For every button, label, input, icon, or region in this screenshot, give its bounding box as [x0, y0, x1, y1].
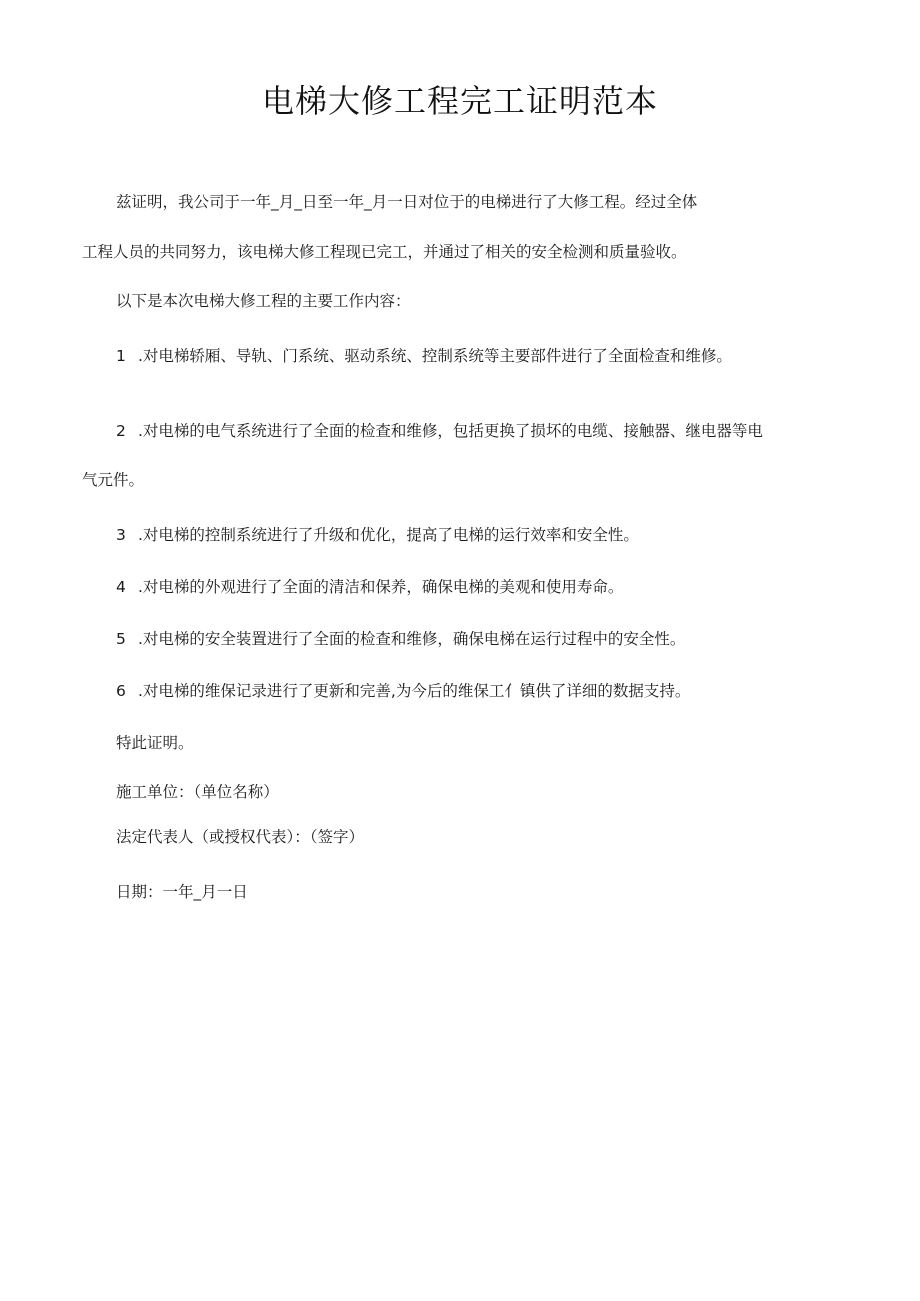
list-item-number: 3 — [116, 526, 126, 544]
legal-representative: 法定代表人（或授权代表）：（签字） — [116, 828, 365, 846]
list-item — [116, 680, 690, 702]
list-item — [116, 628, 685, 650]
list-item — [116, 345, 732, 367]
document-title: 电梯大修工程完工证明范本 — [261, 82, 658, 120]
list-item — [116, 524, 639, 546]
date-line: 日期：一年_月一日 — [116, 883, 248, 901]
list-item-text: .对电梯的控制系统进行了升级和优化，提高了电梯的运行效率和安全性。 — [138, 526, 639, 544]
list-item-number: 5 — [116, 630, 126, 648]
list-item-number: 2 — [116, 422, 126, 440]
list-item-number: 1 — [116, 347, 126, 365]
closing-statement: 特此证明。 — [116, 734, 194, 752]
list-heading: 以下是本次电梯大修工程的主要工作内容： — [116, 292, 411, 310]
list-item-text: .对电梯轿厢、导轨、门系统、驱动系统、控制系统等主要部件进行了全面检查和维修。 — [138, 347, 732, 365]
list-item-text: .对电梯的外观进行了全面的清洁和保养，确保电梯的美观和使用寿命。 — [138, 578, 624, 596]
list-item-text: .对电梯的维保记录进行了更新和完善,为今后的维保工亻镇供了详细的数据支持。 — [138, 682, 691, 700]
intro-line-2: 工程人员的共同努力，该电梯大修工程现已完工，并通过了相关的安全检测和质量验收。 — [82, 243, 687, 261]
list-item-number: 6 — [116, 682, 126, 700]
intro-line-1: 兹证明，我公司于一年_月_日至一年_月一日对位于的电梯进行了大修工程。经过全体 — [116, 193, 698, 211]
list-item — [116, 420, 763, 442]
list-item-text: .对电梯的安全装置进行了全面的检查和维修，确保电梯在运行过程中的安全性。 — [138, 630, 686, 648]
list-item-continuation: 气元件。 — [82, 471, 145, 489]
list-item-number: 4 — [116, 578, 126, 596]
list-item — [116, 576, 623, 598]
construction-unit: 施工单位：（单位名称） — [116, 783, 279, 801]
list-item-text: .对电梯的电气系统进行了全面的检查和维修，包括更换了损坏的电缆、接触器、继电器等电 — [138, 422, 763, 440]
